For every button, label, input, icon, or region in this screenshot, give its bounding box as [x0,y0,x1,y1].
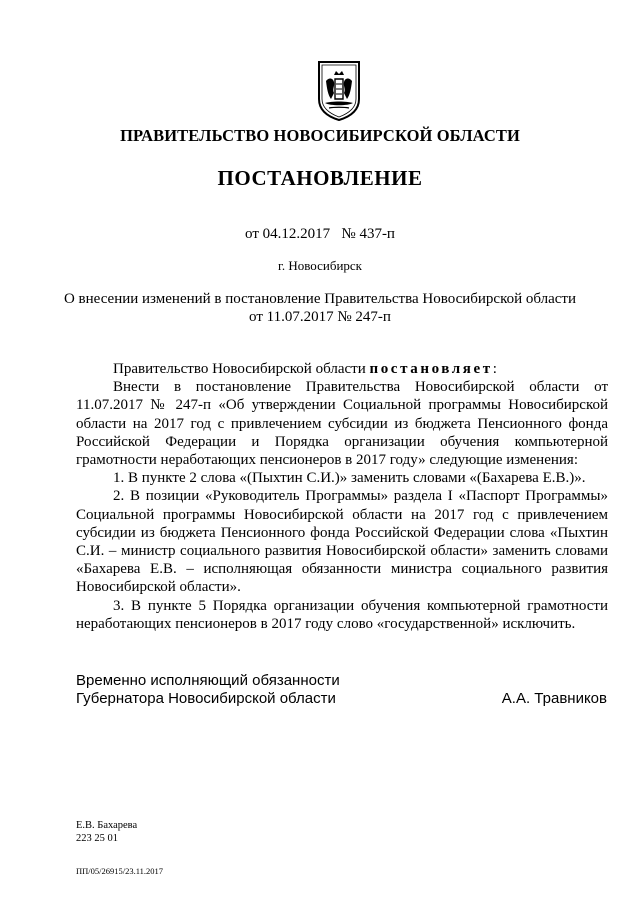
signatory-title-line-2: Губернатора Новосибирской области [76,690,336,707]
subject-line-1: О внесении изменений в постановление Правительства Новосибирской области [63,291,577,307]
city: г. Новосибирск [277,258,362,273]
executor-name: Е.В. Бахарева [76,820,138,831]
item-2: 2. В позиции «Руководитель Программы» раздела I «Паспорт Программы» Социальной программы Новосибирской области на 2017 год с привлечением субсидии из бюджета Пенсионного фонда Российской Федерации слова «Пыхтин С.И. – министр социального развития Новосибирской области» заменить словами «Бахарева Е.В. – исполняющая обязанности министра социального развития Новосибирской области». [76,488,608,596]
date-number-line [0,226,640,243]
main-paragraph: Внести в постановление Правительства Новосибирской области от 11.07.2017 № 247-п «Об утверждении Социальной программы Новосибирской области на 2017 год с привлечением субсидии из бюджета Пенсионного фонда Российской Федерации и Порядка организации обучения компьютерной грамотности неработающих пенсионеров в 2017 году» следующие изменения: [76,379,608,469]
executor-info [76,820,137,845]
signatory-name: А.А. Травников [501,690,607,707]
item-1: 1. В пункте 2 слова «(Пыхтин С.И.)» заменить словами «(Бахарева Е.В.)». [113,470,586,487]
document-date: 04.12.2017 [262,226,331,242]
document-body [76,360,608,633]
intro-verb: постановляет [369,361,493,377]
intro-text: Правительство Новосибирской области [113,361,366,377]
coat-of-arms-icon [316,59,362,121]
document-id: ПП/05/26915/23.11.2017 [76,866,164,876]
intro-paragraph [76,360,608,378]
document-subject [0,290,640,326]
item-3: 3. В пункте 5 Порядка организации обучения компьютерной грамотности неработающих пенсионеров в 2017 году слово «государственной» исключить. [76,597,608,632]
date-prefix: от [245,226,259,242]
subject-line-2: от 11.07.2017 № 247-п [249,309,391,325]
signatory-title [76,672,340,708]
document-number: 437-п [359,226,395,242]
intro-colon: : [492,361,497,377]
organization-title: ПРАВИТЕЛЬСТВО НОВОСИБИРСКОЙ ОБЛАСТИ [120,126,520,145]
executor-phone: 223 25 01 [76,832,118,844]
number-prefix: № [341,226,356,242]
signatory-title-line-1: Временно исполняющий обязанности [76,672,340,689]
document-type: ПОСТАНОВЛЕНИЕ [217,166,423,190]
